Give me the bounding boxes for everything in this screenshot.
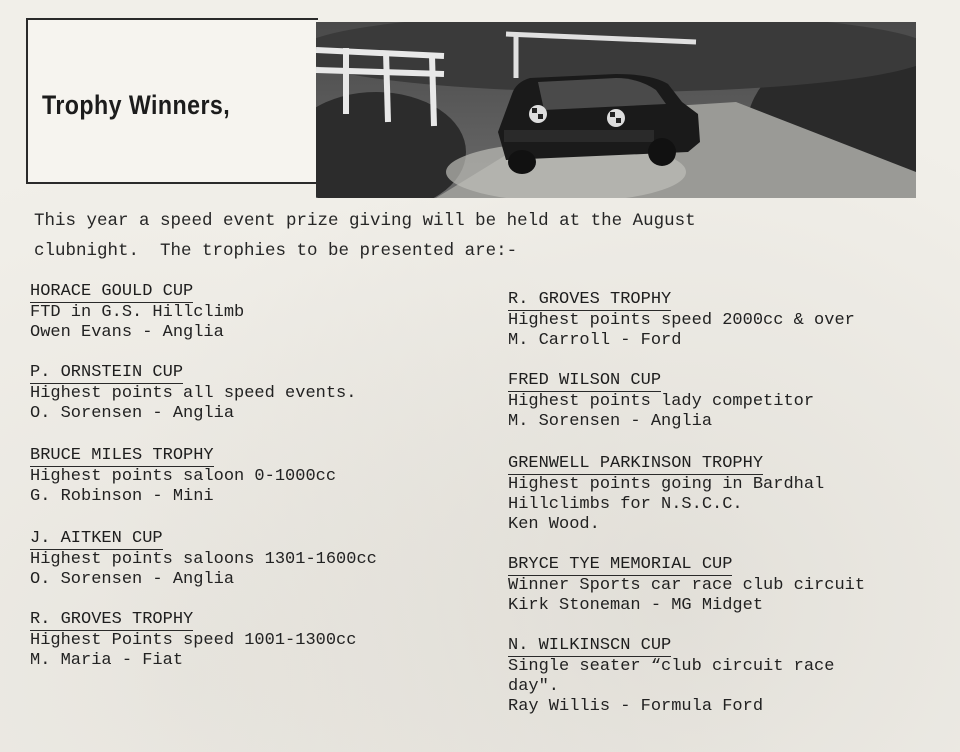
trophy-winner: G. Robinson - Mini [30,487,214,506]
trophy-title: BRUCE MILES TROPHY [30,446,214,465]
trophy-winner: M. Sorensen - Anglia [508,412,713,431]
trophy-entry [30,529,490,590]
trophy-title: J. AITKEN CUP [30,529,163,548]
trophy-winner: Ken Wood. [508,515,600,534]
trophy-description: Highest points saloon 0-1000cc [30,467,337,486]
trophy-list-left [30,282,490,671]
intro-paragraph [34,206,854,266]
trophy-title: HORACE GOULD CUP [30,282,194,301]
trophy-entry [508,371,958,432]
trophy-entry [30,446,490,507]
intro-line: clubnight. The trophies to be presented are:- [34,241,518,261]
trophy-description: Single seater “club circuit race [508,657,835,676]
trophy-description: Highest points lady competitor [508,392,815,411]
trophy-description: Winner Sports car race club circuit [508,576,866,595]
trophy-winner: Owen Evans - Anglia [30,323,224,342]
trophy-title: FRED WILSON CUP [508,371,662,390]
trophy-title: GRENWELL PARKINSON TROPHY [508,454,764,473]
page-title: Trophy Winners, [42,90,231,120]
trophy-entry [508,290,958,351]
trophy-entry [508,454,958,535]
trophy-description: Highest points speed 2000cc & over [508,311,855,330]
trophy-title: P. ORNSTEIN CUP [30,363,184,382]
trophy-title: R. GROVES TROPHY [30,610,194,629]
trophy-entry [30,610,490,671]
trophy-list-right [508,290,958,717]
rally-car-photo [316,22,916,198]
trophy-winner: Ray Willis - Formula Ford [508,697,764,716]
trophy-description: Highest points going in Bardhal [508,475,825,494]
trophy-title: R. GROVES TROPHY [508,290,672,309]
trophy-description: day". [508,677,560,696]
trophy-description: FTD in G.S. Hillclimb [30,303,245,322]
trophy-entry [30,363,490,424]
trophy-entry [30,282,490,343]
trophy-description: Highest Points speed 1001-1300cc [30,631,357,650]
trophy-winner: O. Sorensen - Anglia [30,570,235,589]
trophy-winner: Kirk Stoneman - MG Midget [508,596,764,615]
trophy-description: Highest points all speed events. [30,384,357,403]
trophy-entry [508,555,958,616]
trophy-description: Highest points saloons 1301-1600cc [30,550,377,569]
intro-line: This year a speed event prize giving will be held at the August [34,211,696,231]
trophy-winner: M. Carroll - Ford [508,331,682,350]
trophy-description: Hillclimbs for N.S.C.C. [508,495,743,514]
trophy-winner: O. Sorensen - Anglia [30,404,235,423]
trophy-title: N. WILKINSCN CUP [508,636,672,655]
trophy-entry [508,636,958,717]
trophy-winner: M. Maria - Fiat [30,651,184,670]
trophy-title: BRYCE TYE MEMORIAL CUP [508,555,733,574]
